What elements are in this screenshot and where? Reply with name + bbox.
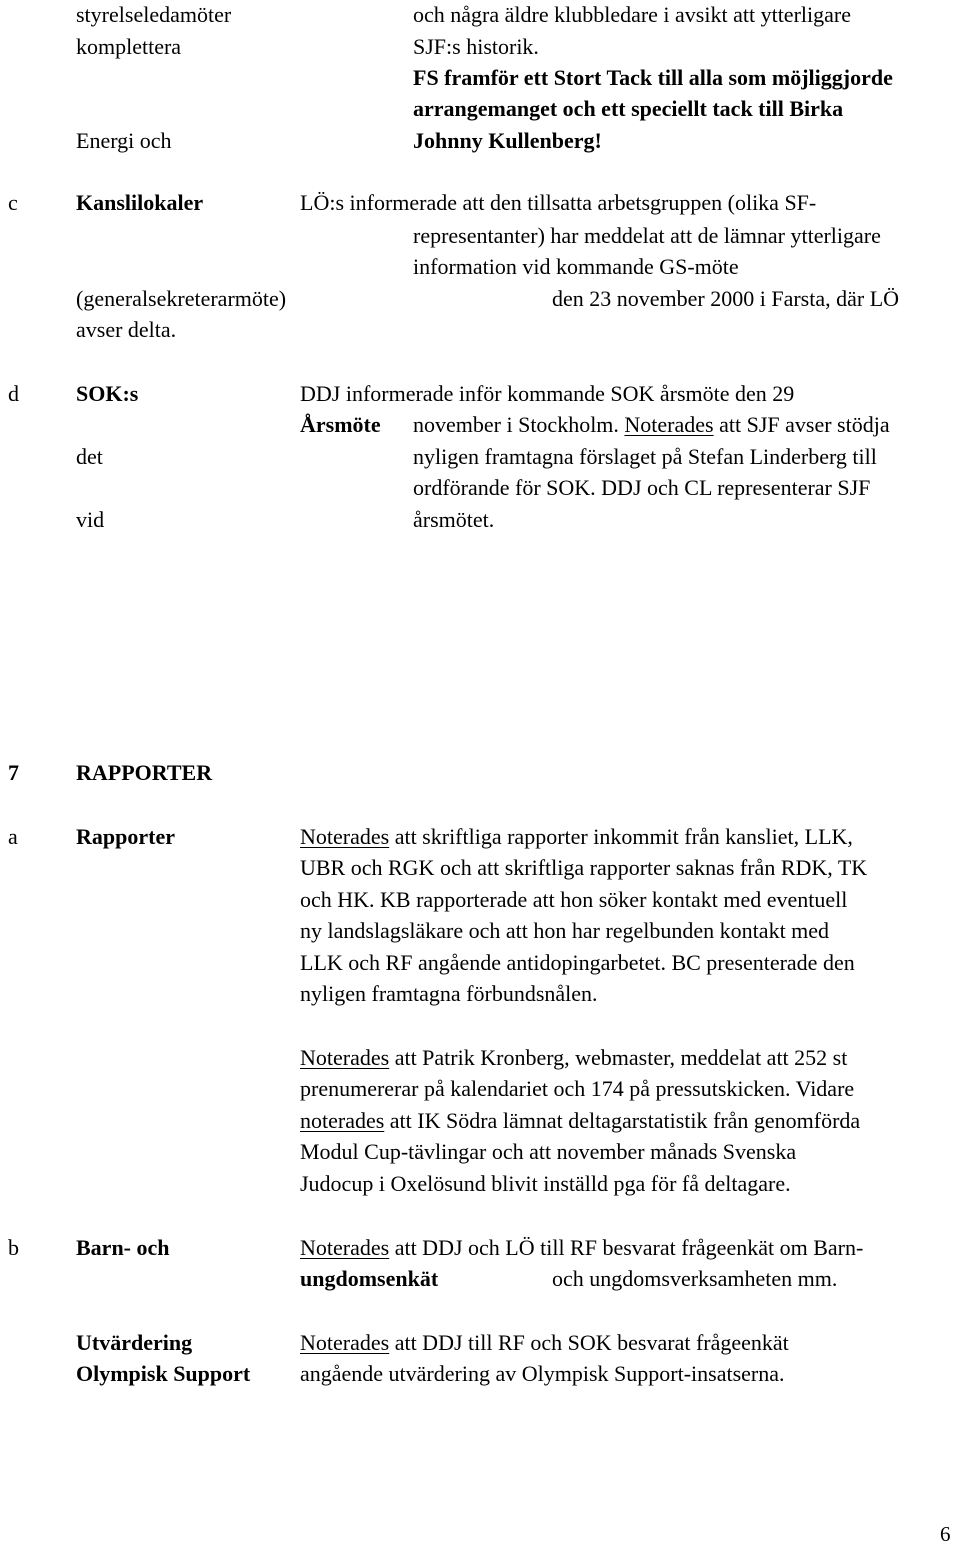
item-c-left-cont-2: avser delta.: [76, 317, 177, 342]
item-a-p2-line-3-post: att IK Södra lämnat deltagarstatistik från genomförda: [384, 1108, 861, 1133]
item-c-line-3: information vid kommande GS-möte: [413, 254, 739, 279]
item-b-sub-heading-2: Olympisk Support: [76, 1361, 251, 1386]
item-d-line-1: DDJ informerade inför kommande SOK årsmöte den 29: [300, 381, 795, 406]
thanks-line-3: Johnny Kullenberg!: [413, 128, 602, 153]
item-b-sub-line-1: [300, 1332, 789, 1354]
top-right-line-1: och några äldre klubbledare i avsikt att ytterligare: [413, 2, 851, 27]
item-a-p1-line-2: UBR och RGK och att skriftliga rapporter saknas från RDK, TK: [300, 855, 868, 880]
item-a-p2-line-4: Modul Cup-tävlingar och att november månads Svenska: [300, 1139, 797, 1164]
noterades-word: noterades: [300, 1108, 385, 1133]
item-a-letter: a: [8, 824, 18, 849]
item-c-line-1: LÖ:s informerade att den tillsatta arbetsgruppen (olika SF-: [300, 190, 817, 215]
item-d-left-extra-1: det: [76, 444, 103, 469]
noterades-word: Noterades: [300, 1045, 390, 1070]
item-b-sub-heading-1: Utvärdering: [76, 1330, 193, 1355]
item-c-left-cont-1: (generalsekreterarmöte): [76, 286, 287, 311]
item-b-letter: b: [8, 1235, 19, 1260]
noterades-word: Noterades: [300, 1330, 390, 1355]
item-d-line-2-post: att SJF avser stödja: [713, 412, 890, 437]
item-d-left-extra-2: vid: [76, 507, 105, 532]
item-c-heading: Kanslilokaler: [76, 190, 204, 215]
item-c-letter: c: [8, 190, 18, 215]
item-b-sub-line-1-post: att DDJ till RF och SOK besvarat frågeenkät: [389, 1330, 789, 1355]
noterades-link: Noterades: [624, 412, 714, 437]
thanks-line-2: arrangemanget och ett speciellt tack till Birka: [413, 96, 844, 121]
item-d-line-3: nyligen framtagna förslaget på Stefan Linderberg till: [413, 444, 877, 469]
section-title: RAPPORTER: [76, 760, 213, 785]
item-d-line-2-pre: november i Stockholm.: [413, 412, 625, 437]
item-b-heading-2: ungdomsenkät: [300, 1266, 439, 1291]
item-a-p1-line-6: nyligen framtagna förbundsnålen.: [300, 981, 598, 1006]
item-a-p2-line-2: prenumererar på kalendariet och 174 på pressutskicken. Vidare: [300, 1076, 855, 1101]
item-a-p2-line-1-post: att Patrik Kronberg, webmaster, meddelat att 252 st: [389, 1045, 848, 1070]
top-right-line-2: SJF:s historik.: [413, 34, 539, 59]
section-number: 7: [8, 760, 19, 785]
item-d-heading-2: Årsmöte: [300, 412, 381, 437]
item-b-line-1-post: att DDJ och LÖ till RF besvarat frågeenkät om Barn-: [389, 1235, 864, 1260]
item-b-sub-line-2: angående utvärdering av Olympisk Support-insatserna.: [300, 1361, 785, 1386]
item-a-p1-line-5: LLK och RF angående antidopingarbetet. BC presenterade den: [300, 950, 855, 975]
top-left-line-3: Energi och: [76, 128, 172, 153]
item-d-heading: SOK:s: [76, 381, 139, 406]
item-b-line-2: och ungdomsverksamheten mm.: [552, 1266, 838, 1291]
page-number: 6: [940, 1522, 951, 1546]
item-a-heading: Rapporter: [76, 824, 175, 849]
item-d-line-4: ordförande för SOK. DDJ och CL representerar SJF: [413, 475, 871, 500]
item-b-line-1: [300, 1237, 863, 1259]
item-c-line-2: representanter) har meddelat att de lämnar ytterligare: [413, 223, 881, 248]
item-a-p1-line-4: ny landslagsläkare och att hon har regelbunden kontakt med: [300, 918, 830, 943]
item-a-p1-line-3: och HK. KB rapporterade att hon söker kontakt med eventuell: [300, 887, 848, 912]
noterades-word: Noterades: [300, 1235, 390, 1260]
thanks-line-1: FS framför ett Stort Tack till alla som möjliggjorde: [413, 65, 893, 90]
noterades-word: Noterades: [300, 824, 390, 849]
item-a-p2-line-3: [300, 1110, 860, 1132]
top-left-line-2: komplettera: [76, 34, 182, 59]
item-a-p1-line-1: [300, 826, 853, 848]
item-d-letter: d: [8, 381, 19, 406]
item-d-line-2: [413, 414, 890, 436]
item-c-right-cont: den 23 november 2000 i Farsta, där LÖ: [552, 286, 900, 311]
item-a-p2-line-1: [300, 1047, 847, 1069]
top-left-line-1: styrelseledamöter: [76, 2, 232, 27]
item-a-p1-line-1-post: att skriftliga rapporter inkommit från kansliet, LLK,: [389, 824, 853, 849]
item-d-line-5: årsmötet.: [413, 507, 495, 532]
item-a-p2-line-5: Judocup i Oxelösund blivit inställd pga för få deltagare.: [300, 1171, 791, 1196]
item-b-heading: Barn- och: [76, 1235, 170, 1260]
